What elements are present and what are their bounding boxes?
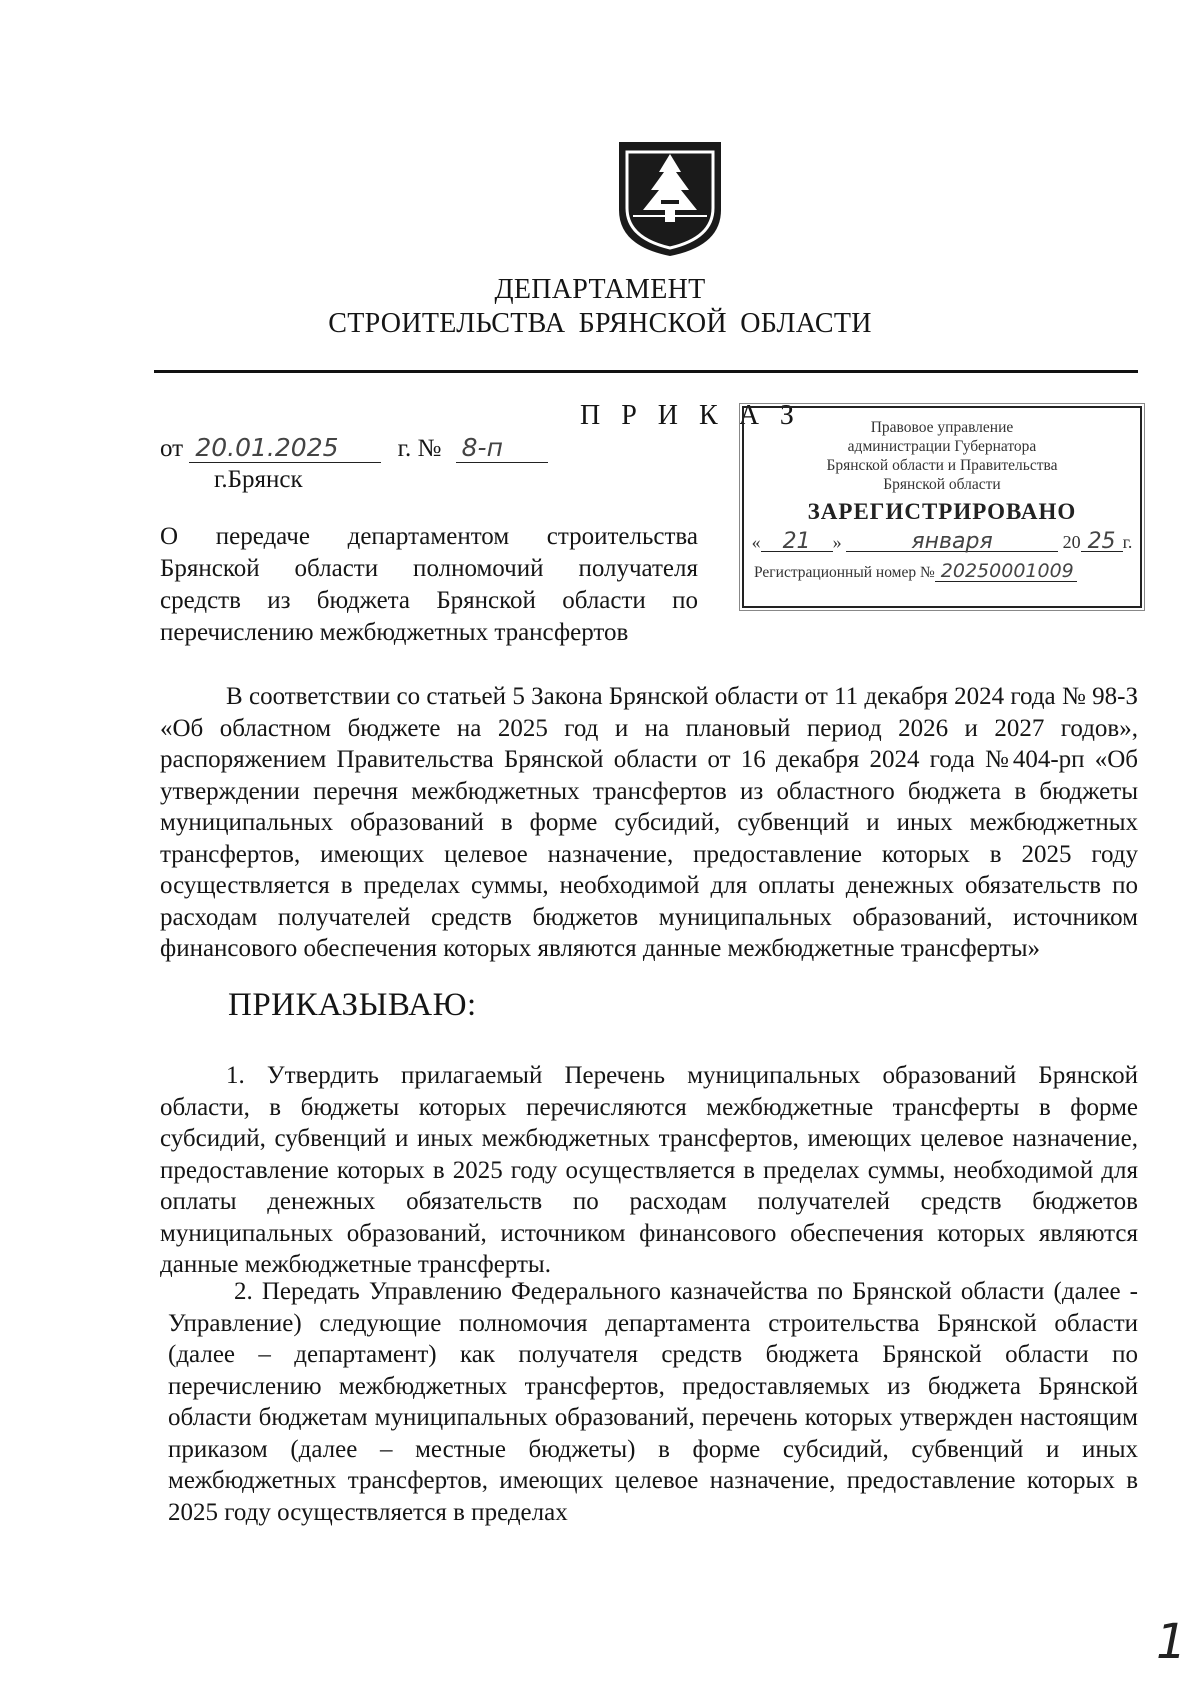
order-item-1: 1. Утвердить прилагаемый Перечень муниципальных образований Брянской области, в бюджеты которых перечисляются межбюджетные трансферты в форме субсидий, субвенций и иных межбюджетных трансфертов, имеющих целевое назначение, предоставление которых в 2025 году осуществляется в пределах суммы, необходимой для оплаты денежных обязательств по расходам получателей средств бюджетов муниципальных образований, источником финансового обеспечения которых являются данные межбюджетные трансферты. bbox=[160, 1062, 1138, 1278]
order-date-number-line bbox=[160, 433, 548, 463]
stamp-day-close: » bbox=[832, 532, 842, 552]
stamp-year-prefix: 20 bbox=[1062, 532, 1081, 552]
stamp-line1: Правовое управление bbox=[870, 419, 1014, 436]
coat-of-arms-emblem bbox=[615, 138, 725, 258]
document-title: П Р И К А З bbox=[580, 400, 801, 431]
page-number: 1 bbox=[1156, 1614, 1187, 1670]
stamp-registration-number bbox=[744, 562, 1140, 582]
stamp-year-suffix: 25 bbox=[1081, 532, 1123, 552]
header-divider bbox=[154, 370, 1138, 373]
stamp-date bbox=[744, 529, 1140, 554]
order-item-2: 2. Передать Управлению Федерального казначейства по Брянской области (далее - Управление) следующие полномочия департамента строительства Брянской области (далее – департамент) как получателя средств бюджета Брянской области по перечислению межбюджетных трансфертов, предоставляемых из бюджета Брянской области бюджетам муниципальных образований, перечень которых утвержден настоящим приказом (далее – местные бюджеты) в форме субсидий, субвенций и иных межбюджетных трансфертов, имеющих целевое назначение, предоставление которых в 2025 году осуществляется в пределах bbox=[168, 1278, 1138, 1526]
stamp-year-end: г. bbox=[1122, 532, 1133, 552]
order-city: г.Брянск bbox=[214, 466, 303, 493]
date-prefix: от bbox=[160, 435, 184, 462]
stamp-month: января bbox=[846, 532, 1058, 552]
legal-basis-paragraph: В соответствии со статьей 5 Закона Брянской области от 11 декабря 2024 года № 98-З «Об областном бюджете на 2025 год и на плановый период 2026 и 2027 годов», распоряжением Правительства Брянской области от 16 декабря 2024 года №404-рп «Об утверждении перечня межбюджетных трансфертов из областного бюджета в бюджеты муниципальных образований в форме субсидий, субвенций и иных межбюджетных трансфертов, имеющих целевое назначение, предоставление которых в 2025 году осуществляется в пределах суммы, необходимой для оплаты денежных обязательств по расходам получателей средств бюджетов муниципальных образований, источником финансового обеспечения которых являются данные межбюджетные трансферты» bbox=[160, 683, 1138, 962]
stamp-reg-number: 20250001009 bbox=[935, 562, 1077, 582]
stamp-reg-label: Регистрационный номер № bbox=[754, 564, 935, 581]
stamp-day-open: « bbox=[751, 532, 761, 552]
order-date: 20.01.2025 bbox=[189, 433, 381, 463]
registration-stamp bbox=[742, 406, 1142, 608]
order-number: 8-п bbox=[456, 433, 548, 463]
stamp-line3: Брянской области и Правительства bbox=[826, 457, 1058, 474]
order-directive: ПРИКАЗЫВАЮ: bbox=[228, 987, 477, 1023]
department-name-line1: ДЕПАРТАМЕНТ bbox=[494, 274, 706, 305]
order-subject: О передаче департаментом строительства Брянской области полномочий получателя средств из бюджета Брянской области по перечислению межбюджетных трансфертов bbox=[160, 523, 698, 646]
stamp-line4: Брянской области bbox=[883, 476, 1001, 493]
department-name-line2: СТРОИТЕЛЬСТВА БРЯНСКОЙ ОБЛАСТИ bbox=[328, 308, 872, 339]
stamp-line2: администрации Губернатора bbox=[847, 438, 1037, 455]
stamp-day: 21 bbox=[761, 532, 833, 552]
stamp-registered: ЗАРЕГИСТРИРОВАНО bbox=[807, 499, 1077, 524]
number-prefix: г. № bbox=[397, 435, 442, 462]
